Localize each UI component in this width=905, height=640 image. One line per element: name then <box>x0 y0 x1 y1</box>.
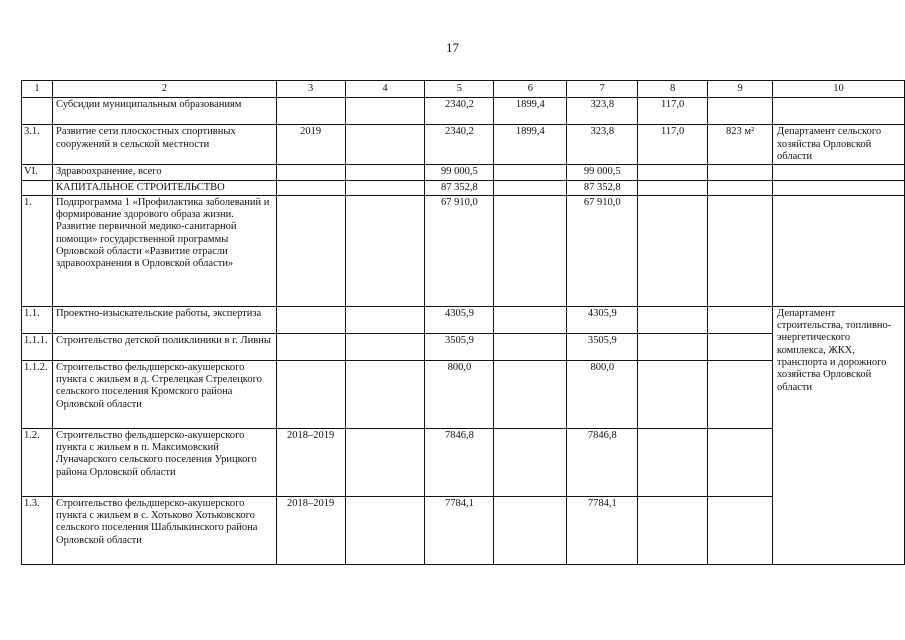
cell-col9 <box>708 98 773 125</box>
cell-col7: 7784,1 <box>567 496 638 564</box>
cell-col4 <box>345 496 425 564</box>
header-row <box>22 81 905 98</box>
cell-col7: 4305,9 <box>567 306 638 333</box>
cell-col8 <box>638 360 708 428</box>
cell-department <box>773 195 905 306</box>
cell-years <box>276 306 345 333</box>
cell-col5: 7846,8 <box>425 428 494 496</box>
cell-name: Проектно-изыскательские работы, экспертиза <box>52 306 276 333</box>
header-cell: 9 <box>708 81 773 98</box>
table-row <box>22 180 905 195</box>
cell-col6 <box>494 360 567 428</box>
cell-col6 <box>494 496 567 564</box>
cell-col7: 323,8 <box>567 98 638 125</box>
table-row <box>22 333 905 360</box>
cell-number: 1.1.1. <box>22 333 53 360</box>
cell-department <box>773 98 905 125</box>
table-row <box>22 98 905 125</box>
cell-number: 1. <box>22 195 53 306</box>
cell-col5: 4305,9 <box>425 306 494 333</box>
table-row <box>22 496 905 564</box>
cell-number <box>22 98 53 125</box>
cell-col8 <box>638 428 708 496</box>
cell-name: Развитие сети плоскостных спортивных сооружений в сельской местности <box>52 125 276 165</box>
cell-name: Субсидии муниципальным образованиям <box>52 98 276 125</box>
cell-col6 <box>494 306 567 333</box>
cell-col7: 99 000,5 <box>567 165 638 180</box>
cell-col5: 2340,2 <box>425 125 494 165</box>
table-row <box>22 165 905 180</box>
cell-col4 <box>345 360 425 428</box>
table-row <box>22 360 905 428</box>
cell-col5: 7784,1 <box>425 496 494 564</box>
cell-col9 <box>708 165 773 180</box>
cell-number: 1.2. <box>22 428 53 496</box>
cell-col9 <box>708 360 773 428</box>
cell-number: 1.1. <box>22 306 53 333</box>
cell-col6 <box>494 428 567 496</box>
cell-name: КАПИТАЛЬНОЕ СТРОИТЕЛЬСТВО <box>52 180 276 195</box>
cell-department <box>773 180 905 195</box>
cell-col5: 800,0 <box>425 360 494 428</box>
budget-table <box>21 80 905 565</box>
cell-col6 <box>494 180 567 195</box>
cell-col9 <box>708 180 773 195</box>
cell-col4 <box>345 195 425 306</box>
cell-department: Департамент сельского хозяйства Орловской области <box>773 125 905 165</box>
cell-col4 <box>345 98 425 125</box>
cell-col4 <box>345 428 425 496</box>
cell-col6: 1899,4 <box>494 125 567 165</box>
cell-col8: 117,0 <box>638 125 708 165</box>
header-cell: 2 <box>52 81 276 98</box>
cell-col8 <box>638 180 708 195</box>
cell-col9 <box>708 496 773 564</box>
cell-number: VI. <box>22 165 53 180</box>
cell-col7: 3505,9 <box>567 333 638 360</box>
cell-number: 1.3. <box>22 496 53 564</box>
cell-col6 <box>494 195 567 306</box>
cell-years <box>276 180 345 195</box>
cell-years <box>276 98 345 125</box>
page-number: 17 <box>446 40 459 55</box>
cell-years <box>276 165 345 180</box>
header-cell: 4 <box>345 81 425 98</box>
cell-name: Строительство фельдшерско-акушерского пункта с жильем в д. Стрелецкая Стрелецкого сельского поселения Кромского района Орловской области <box>52 360 276 428</box>
cell-col4 <box>345 125 425 165</box>
table-row <box>22 125 905 165</box>
header-cell: 1 <box>22 81 53 98</box>
cell-col9 <box>708 306 773 333</box>
cell-col8: 117,0 <box>638 98 708 125</box>
cell-col9 <box>708 428 773 496</box>
cell-years <box>276 195 345 306</box>
cell-col7: 7846,8 <box>567 428 638 496</box>
cell-name: Строительство фельдшерско-акушерского пункта с жильем в п. Максимовский Луначарского сельского поселения Урицкого района Орловской области <box>52 428 276 496</box>
cell-years: 2018–2019 <box>276 428 345 496</box>
cell-col8 <box>638 496 708 564</box>
cell-col5: 3505,9 <box>425 333 494 360</box>
cell-col5: 2340,2 <box>425 98 494 125</box>
cell-col6: 1899,4 <box>494 98 567 125</box>
cell-col9 <box>708 333 773 360</box>
cell-col5: 87 352,8 <box>425 180 494 195</box>
header-cell: 8 <box>638 81 708 98</box>
table-row <box>22 428 905 496</box>
cell-department-merged: Департамент строительства, топливно-энергетического комплекса, ЖКХ, транспорта и дорожного хозяйства Орловской области <box>773 306 905 564</box>
cell-col7: 800,0 <box>567 360 638 428</box>
cell-name: Строительство детской поликлиники в г. Ливны <box>52 333 276 360</box>
header-cell: 6 <box>494 81 567 98</box>
cell-department <box>773 165 905 180</box>
cell-number: 1.1.2. <box>22 360 53 428</box>
header-cell: 3 <box>276 81 345 98</box>
cell-col8 <box>638 306 708 333</box>
cell-col4 <box>345 165 425 180</box>
header-cell: 5 <box>425 81 494 98</box>
table-row <box>22 306 905 333</box>
cell-col5: 99 000,5 <box>425 165 494 180</box>
cell-col6 <box>494 165 567 180</box>
cell-col8 <box>638 333 708 360</box>
cell-col9 <box>708 195 773 306</box>
cell-col4 <box>345 180 425 195</box>
cell-col7: 323,8 <box>567 125 638 165</box>
cell-col8 <box>638 165 708 180</box>
cell-years: 2018–2019 <box>276 496 345 564</box>
cell-number <box>22 180 53 195</box>
cell-years: 2019 <box>276 125 345 165</box>
cell-col8 <box>638 195 708 306</box>
cell-number: 3.1. <box>22 125 53 165</box>
cell-col9: 823 м² <box>708 125 773 165</box>
cell-name: Подпрограмма 1 «Профилактика заболеваний и формирование здорового образа жизни. Развитие первичной медико-санитарной помощи» государственной программы Орловской области «Развитие отрасли здравоохранения в Орловской области» <box>52 195 276 306</box>
cell-years <box>276 333 345 360</box>
cell-name: Строительство фельдшерско-акушерского пункта с жильем в с. Хотьково Хотьковского сельского поселения Шаблыкинского района Орловской области <box>52 496 276 564</box>
table-row <box>22 195 905 306</box>
cell-col6 <box>494 333 567 360</box>
header-cell: 10 <box>773 81 905 98</box>
header-cell: 7 <box>567 81 638 98</box>
cell-col4 <box>345 333 425 360</box>
cell-col7: 67 910,0 <box>567 195 638 306</box>
cell-col5: 67 910,0 <box>425 195 494 306</box>
cell-col4 <box>345 306 425 333</box>
cell-name: Здравоохранение, всего <box>52 165 276 180</box>
cell-col7: 87 352,8 <box>567 180 638 195</box>
cell-years <box>276 360 345 428</box>
